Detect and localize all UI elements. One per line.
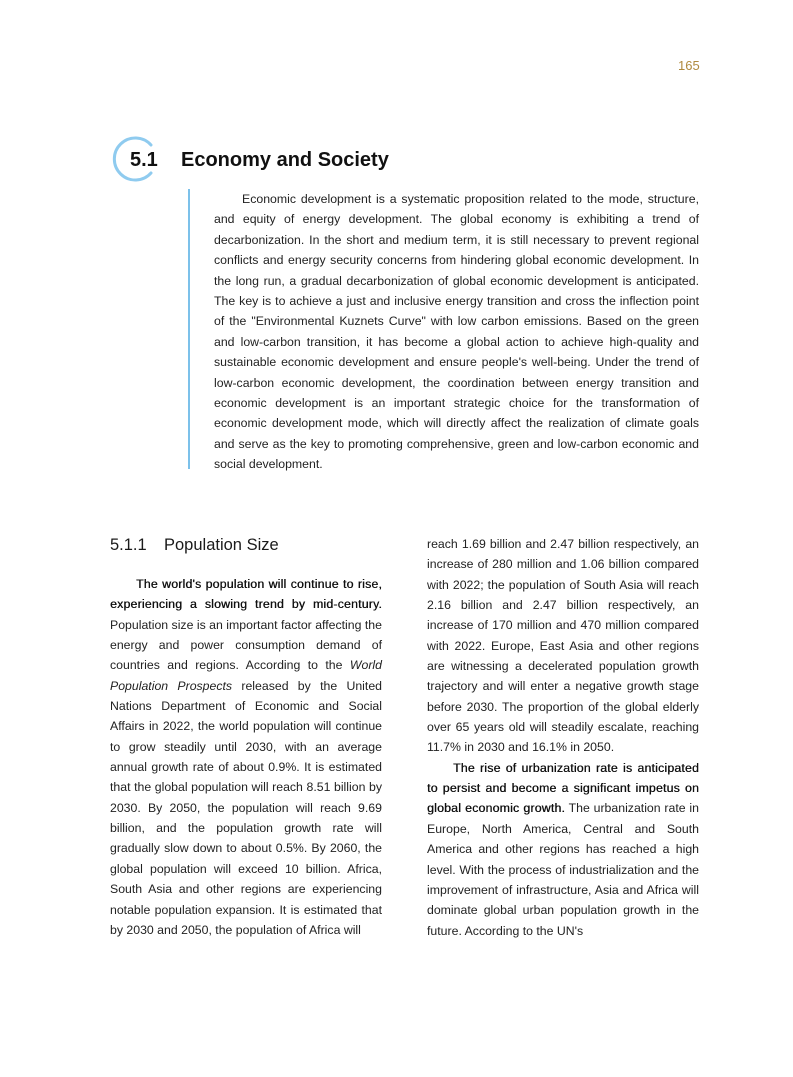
- subsection-heading: [110, 536, 279, 555]
- subsection-title: Population Size: [164, 536, 279, 554]
- paragraph-lead: The world's population will continue to rise, experiencing a slowing trend by mid-century.: [110, 577, 382, 612]
- paragraph-population: [110, 574, 382, 940]
- section-intro: [214, 189, 699, 475]
- body-column-left: [110, 574, 382, 940]
- body-column-right: [427, 534, 699, 941]
- page-number: 165: [678, 58, 700, 73]
- section-number: 5.1: [130, 149, 158, 171]
- publication-title: World Population Prospects: [110, 658, 382, 693]
- paragraph-text: The urbanization rate in Europe, North America, Central and South America and other regions has reached a high level. With the process of industrialization and the improvement of infrastructure, Asia and Africa will dominate global urban population growth in the future. According to the UN's: [427, 801, 699, 938]
- paragraph-urbanization: [427, 758, 699, 941]
- section-intro-text: Economic development is a systematic proposition related to the mode, structure, and equity of energy development. The global economy is exhibiting a trend of decarbonization. In the short and medium term, it is still necessary to prevent regional conflicts and energy security concerns from hindering global economic development. In the long run, a gradual decarbonization of global economic development is anticipated. The key is to achieve a just and inclusive energy transition and cross the inflection point of the "Environmental Kuznets Curve" with low carbon emissions. Based on the green and low-carbon transition, it has become a global action to achieve high-quality and sustainable economic development and ensure people's well-being. Under the trend of low-carbon economic development, the coordination between energy transition and economic development is an important strategic choice for the transformation of economic development mode, which will directly affect the realization of climate goals and serve as the key to promoting comprehensive, green and low-carbon economic and social development.: [214, 192, 699, 472]
- section-title: Economy and Society: [181, 149, 389, 171]
- subsection-number: 5.1.1: [110, 536, 147, 554]
- intro-accent-bar: [188, 189, 190, 469]
- paragraph-population-continued: reach 1.69 billion and 2.47 billion respectively, an increase of 280 million and 1.06 billion compared with 2022; the population of South Asia will reach 2.16 billion and 2.47 billion respectively, an increase of 170 million and 470 million compared with 2022. Europe, East Asia and other regions are witnessing a decelerated population growth trajectory and will enter a negative growth stage before 2030. The proportion of the global elderly over 65 years old will steadily escalate, reaching 11.7% in 2030 and 16.1% in 2050.: [427, 537, 699, 755]
- paragraph-lead: The rise of urbanization rate is anticipated to persist and become a significant impetus on global economic growth.: [427, 760, 699, 816]
- paragraph-text: Population size is an important factor affecting the energy and power consumption demand of countries and regions. According to the: [110, 617, 382, 673]
- paragraph-text: released by the United Nations Department of Economic and Social Affairs in 2022, the world population will continue to grow steadily until 2030, with an average annual growth rate of about 0.9%. It is estimated that the global population will reach 8.51 billion by 2030. By 2050, the population will reach 9.69 billion, and the population growth rate will gradually slow down to about 0.5%. By 2060, the global population will exceed 10 billion. Africa, South Asia and other regions are experiencing notable population expansion. It is estimated that by 2030 and 2050, the population of Africa will: [110, 678, 382, 937]
